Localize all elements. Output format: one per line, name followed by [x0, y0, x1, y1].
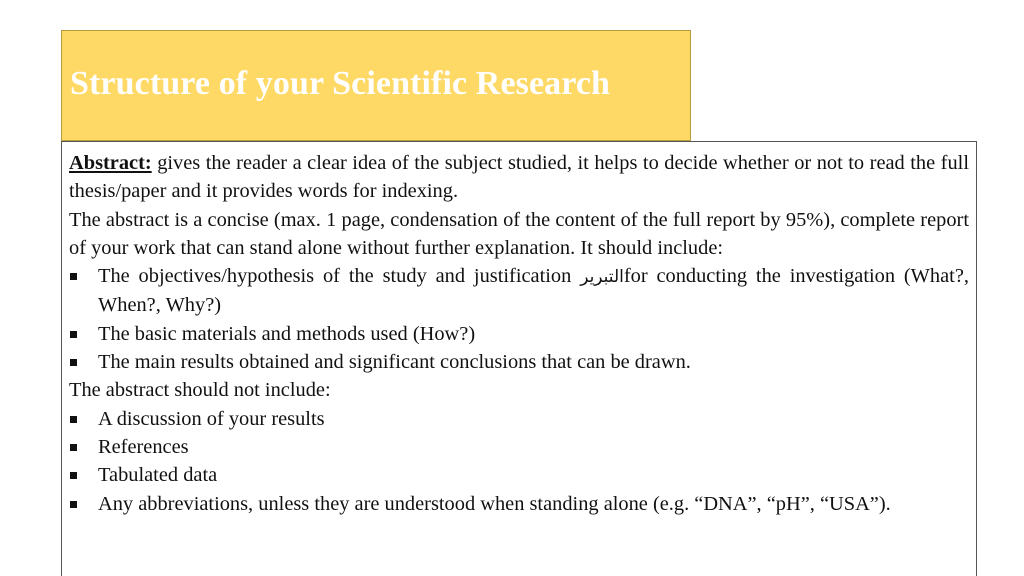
slide-title: Structure of your Scientific Research: [70, 65, 611, 102]
exclude-heading: The abstract should not include:: [69, 379, 331, 402]
bullet-square-icon: [70, 416, 77, 423]
abstract-label: Abstract:: [69, 152, 152, 174]
list-item-text: Tabulated data: [98, 464, 218, 487]
list-item: [69, 348, 969, 376]
title-banner: [61, 30, 691, 141]
list-item-text: Any abbreviations, unless they are understood when standing alone (e.g. “DNA”, “pH”, “USA”).: [98, 492, 891, 515]
abstract-intro-paragraph: [69, 149, 969, 206]
list-item: [69, 461, 969, 489]
bullet-square-icon: [70, 472, 77, 479]
list-item-text: The objectives/hypothesis of the study and justification: [98, 265, 581, 288]
abstract-intro-text: gives the reader a clear idea of the subject studied, it helps to decide whether or not to read the full thesis/paper and it provides words for indexing.: [69, 152, 969, 203]
list-item: [69, 320, 969, 348]
bullet-square-icon: [70, 273, 77, 280]
list-item: [69, 433, 969, 461]
list-item-text: for conducting the investigation (What?, When?, Why?): [98, 265, 969, 317]
list-item: [69, 490, 969, 518]
list-item-text: References: [98, 435, 189, 458]
list-item: [69, 262, 969, 320]
list-item-text: A discussion of your results: [98, 407, 325, 430]
arabic-term: التبرير: [580, 267, 624, 288]
content-box: [61, 141, 977, 576]
list-item: [69, 405, 969, 433]
bullet-square-icon: [70, 331, 77, 338]
abstract-description-paragraph: The abstract is a concise (max. 1 page, condensation of the content of the full report by 95%), complete report of your work that can stand alone without further explanation. It should include:: [69, 208, 969, 259]
bullet-square-icon: [70, 359, 77, 366]
list-item-text: The main results obtained and significant conclusions that can be drawn.: [98, 351, 691, 374]
bullet-square-icon: [70, 501, 77, 508]
include-list: [69, 262, 969, 376]
bullet-square-icon: [70, 444, 77, 451]
exclude-list: [69, 405, 969, 518]
list-item-text: The basic materials and methods used (How?): [98, 322, 476, 345]
